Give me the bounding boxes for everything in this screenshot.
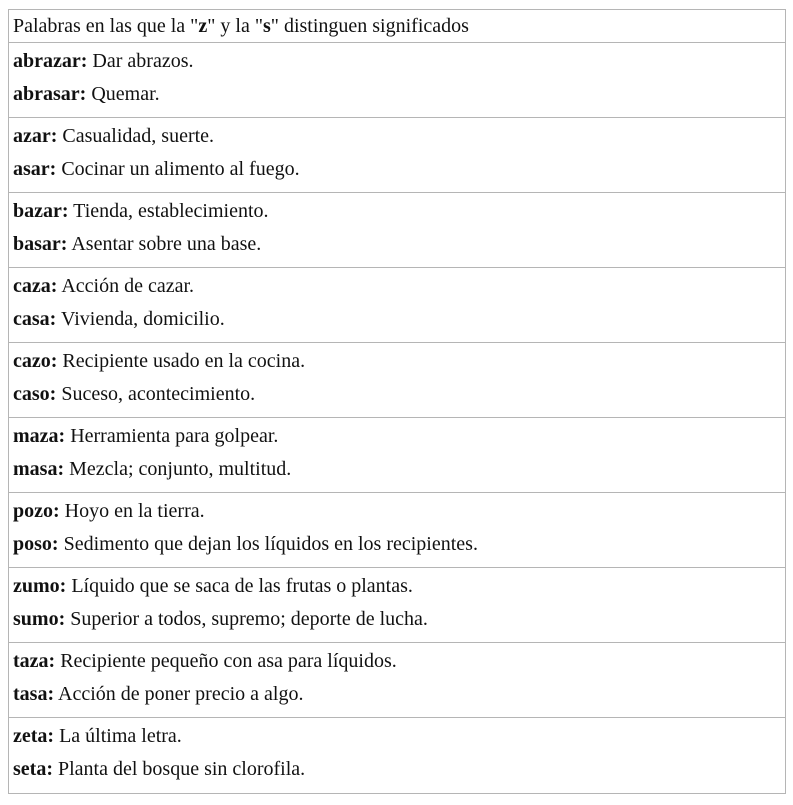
z-definition: Acción de cazar. <box>57 275 195 297</box>
s-word: masa: <box>13 458 65 480</box>
s-definition: Acción de poner precio a algo. <box>54 683 304 705</box>
s-definition: Asentar sobre una base. <box>67 233 262 255</box>
s-definition: Planta del bosque sin clorofila. <box>52 758 306 780</box>
z-word: zeta: <box>13 725 55 747</box>
z-definition: La última letra. <box>54 725 182 747</box>
z-word: pozo: <box>13 500 60 522</box>
s-entry <box>13 378 785 411</box>
z-word: cazo: <box>13 350 58 372</box>
s-entry <box>13 303 785 336</box>
s-entry <box>13 753 785 786</box>
s-entry <box>13 228 785 261</box>
z-entry <box>13 120 785 153</box>
header-text-middle: " y la " <box>207 15 263 37</box>
s-word: abrasar: <box>13 83 87 105</box>
s-entry <box>13 153 785 186</box>
s-definition: Superior a todos, supremo; deporte de lucha. <box>65 608 428 630</box>
s-definition: Mezcla; conjunto, multitud. <box>64 458 292 480</box>
table-row <box>9 343 785 418</box>
table-header <box>9 10 785 43</box>
z-word: zumo: <box>13 575 67 597</box>
s-word: casa: <box>13 308 57 330</box>
z-definition: Tienda, establecimiento. <box>68 200 269 222</box>
s-definition: Suceso, acontecimiento. <box>56 383 256 405</box>
z-definition: Herramienta para golpear. <box>65 425 279 447</box>
word-pairs-table <box>8 9 786 794</box>
z-word: bazar: <box>13 200 69 222</box>
z-definition: Casualidad, suerte. <box>57 125 215 147</box>
s-word: poso: <box>13 533 59 555</box>
s-word: sumo: <box>13 608 66 630</box>
header-text-end: " distinguen significados <box>270 15 469 37</box>
z-word: azar: <box>13 125 58 147</box>
table-row <box>9 268 785 343</box>
s-word: tasa: <box>13 683 55 705</box>
z-word: caza: <box>13 275 58 297</box>
s-entry <box>13 678 785 711</box>
header-text-start: Palabras en las que la " <box>13 15 199 37</box>
s-word: asar: <box>13 158 57 180</box>
s-entry <box>13 528 785 561</box>
z-definition: Hoyo en la tierra. <box>59 500 205 522</box>
z-entry <box>13 270 785 303</box>
z-entry <box>13 720 785 753</box>
z-word: abrazar: <box>13 50 88 72</box>
table-row <box>9 43 785 118</box>
s-definition: Cocinar un alimento al fuego. <box>56 158 300 180</box>
z-entry <box>13 645 785 678</box>
z-entry <box>13 570 785 603</box>
z-definition: Líquido que se saca de las frutas o plantas. <box>66 575 413 597</box>
table-row <box>9 118 785 193</box>
z-word: taza: <box>13 650 56 672</box>
table-row <box>9 418 785 493</box>
header-letter-s: s <box>262 15 271 37</box>
z-entry <box>13 495 785 528</box>
table-row <box>9 493 785 568</box>
s-word: caso: <box>13 383 57 405</box>
header-letter-z: z <box>198 15 208 37</box>
z-word: maza: <box>13 425 66 447</box>
table-row <box>9 643 785 718</box>
table-row <box>9 718 785 793</box>
z-entry <box>13 45 785 78</box>
table-row <box>9 568 785 643</box>
s-word: basar: <box>13 233 68 255</box>
s-definition: Sedimento que dejan los líquidos en los recipientes. <box>58 533 478 555</box>
z-definition: Recipiente usado en la cocina. <box>57 350 306 372</box>
z-definition: Recipiente pequeño con asa para líquidos. <box>55 650 397 672</box>
s-entry <box>13 603 785 636</box>
z-entry <box>13 345 785 378</box>
s-entry <box>13 453 785 486</box>
table-row <box>9 193 785 268</box>
s-definition: Vivienda, domicilio. <box>56 308 225 330</box>
z-entry <box>13 420 785 453</box>
z-entry <box>13 195 785 228</box>
s-definition: Quemar. <box>86 83 160 105</box>
z-definition: Dar abrazos. <box>87 50 194 72</box>
s-entry <box>13 78 785 111</box>
s-word: seta: <box>13 758 53 780</box>
